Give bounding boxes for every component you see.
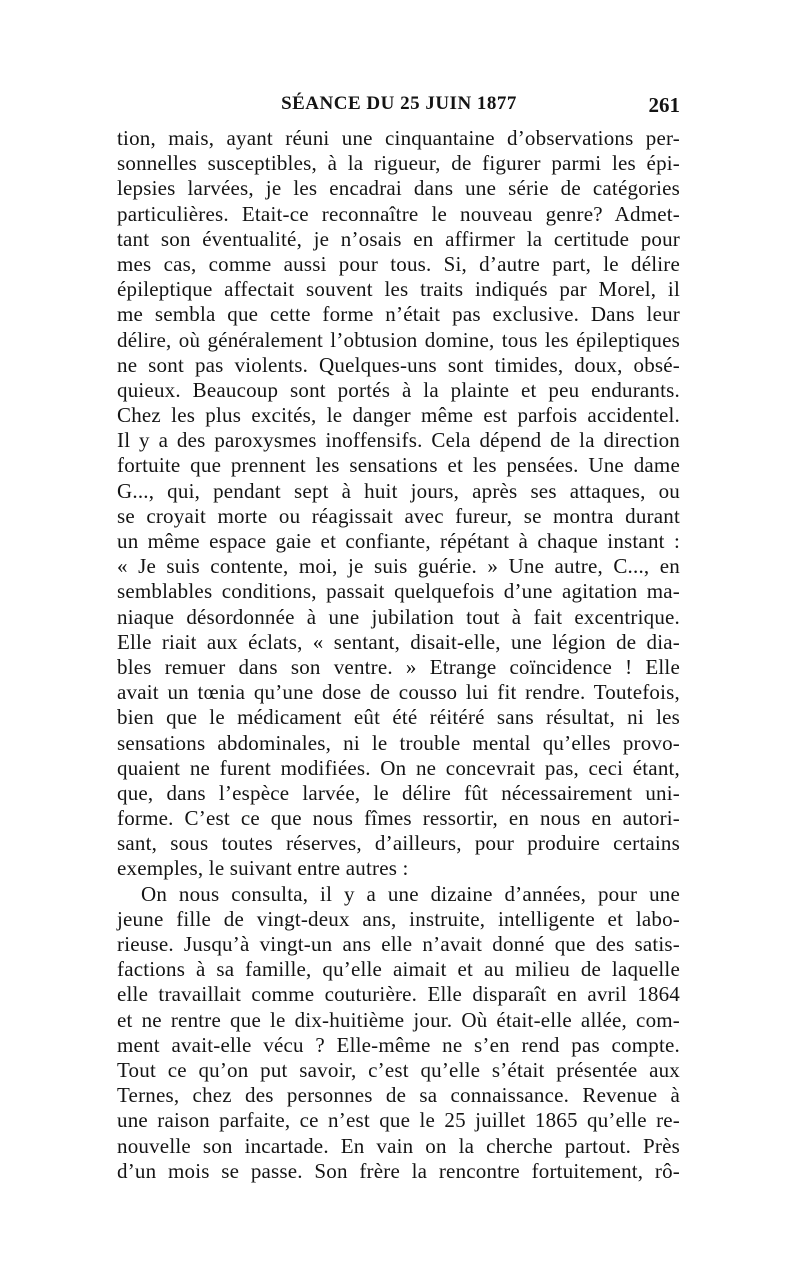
text-line: Il y a des paroxysmes inoffensifs. Cela dépend de la direction bbox=[117, 428, 680, 453]
text-line: ne sont pas violents. Quelques-uns sont timides, doux, obsé- bbox=[117, 352, 680, 377]
text-line: bien que le médicament eût été réitéré sans résultat, ni les bbox=[117, 705, 680, 730]
text-line: quieux. Beaucoup sont portés à la plainte et peu endurants. bbox=[117, 377, 680, 402]
text-line: délire, où généralement l’obtusion domine, tous les épileptiques bbox=[117, 327, 680, 352]
text-line: semblables conditions, passait quelquefois d’une agitation ma- bbox=[117, 579, 680, 604]
text-line: se croyait morte ou réagissait avec fureur, se montra durant bbox=[117, 503, 680, 528]
text-line: G..., qui, pendant sept à huit jours, après ses attaques, ou bbox=[117, 478, 680, 503]
text-line: lepsies larvées, je les encadrai dans une série de catégories bbox=[117, 176, 680, 201]
text-line: rieuse. Jusqu’à vingt-un ans elle n’avait donné que des satis- bbox=[117, 932, 680, 956]
text-line: jeune fille de vingt-deux ans, instruite, intelligente et labo- bbox=[117, 906, 680, 931]
text-line: mes cas, comme aussi pour tous. Si, d’autre part, le délire bbox=[117, 251, 680, 276]
text-line: factions à sa famille, qu’elle aimait et au milieu de laquelle bbox=[117, 957, 680, 982]
text-line: Ternes, chez des personnes de sa connaissance. Revenue à bbox=[117, 1083, 680, 1108]
text-line: exemples, le suivant entre autres : bbox=[117, 856, 409, 881]
text-line: « Je suis contente, moi, je suis guérie. » Une autre, C..., en bbox=[117, 554, 680, 579]
text-line: que, dans l’espèce larvée, le délire fût nécessairement uni- bbox=[117, 780, 680, 805]
text-line: sant, sous toutes réserves, d’ailleurs, pour produire certains bbox=[117, 831, 680, 856]
text-line: niaque désordonnée à une jubilation tout à fait excentrique. bbox=[117, 604, 680, 629]
page-number: 261 bbox=[648, 93, 680, 117]
text-line: une raison parfaite, ce n’est que le 25 juillet 1865 qu’elle re- bbox=[117, 1108, 680, 1133]
text-line: me sembla que cette forme n’était pas exclusive. Dans leur bbox=[117, 302, 680, 327]
text-line: forme. C’est ce que nous fîmes ressortir, en nous en autori- bbox=[117, 806, 680, 831]
text-line: d’un mois se passe. Son frère la rencontre fortuitement, rô- bbox=[117, 1158, 680, 1183]
text-line: sonnelles susceptibles, à la rigueur, de figurer parmi les épi- bbox=[117, 151, 680, 176]
text-line: sensations abdominales, ni le trouble mental qu’elles provo- bbox=[117, 730, 680, 755]
text-line: avait un tœnia qu’une dose de cousso lui fit rendre. Toutefois, bbox=[117, 680, 680, 705]
text-line: Chez les plus excités, le danger même est parfois accidentel. bbox=[117, 403, 680, 428]
text-line: un même espace gaie et confiante, répétant à chaque instant : bbox=[117, 529, 680, 553]
text-line: On nous consulta, il y a une dizaine d’années, pour une bbox=[141, 881, 680, 906]
text-line: bles remuer dans son ventre. » Etrange coïncidence ! Elle bbox=[117, 654, 680, 679]
text-line: ment avait-elle vécu ? Elle-même ne s’en rend pas compte. bbox=[117, 1032, 680, 1057]
text-line: tant son éventualité, je n’osais en affirmer la certitude pour bbox=[117, 226, 680, 251]
text-line: Elle riait aux éclats, « sentant, disait-elle, une légion de dia- bbox=[117, 629, 680, 654]
text-line: quaient ne furent modifiées. On ne concevrait pas, ceci étant, bbox=[117, 755, 680, 780]
body-text bbox=[117, 126, 680, 1184]
running-head bbox=[118, 93, 680, 119]
running-title: SÉANCE DU 25 JUIN 1877 bbox=[281, 93, 517, 114]
text-line: tion, mais, ayant réuni une cinquantaine d’observations per- bbox=[117, 126, 680, 150]
text-line: elle travaillait comme couturière. Elle disparaît en avril 1864 bbox=[117, 982, 680, 1007]
text-line: nouvelle son incartade. En vain on la cherche partout. Près bbox=[117, 1133, 680, 1158]
text-line: et ne rentre que le dix-huitième jour. Où était-elle allée, com- bbox=[117, 1007, 680, 1032]
text-line: particulières. Etait-ce reconnaître le nouveau genre? Admet- bbox=[117, 201, 680, 226]
text-line: fortuite que prennent les sensations et les pensées. Une dame bbox=[117, 453, 680, 478]
text-line: épileptique affectait souvent les traits indiqués par Morel, il bbox=[117, 277, 680, 302]
text-line: Tout ce qu’on put savoir, c’est qu’elle s’était présentée aux bbox=[117, 1057, 680, 1082]
